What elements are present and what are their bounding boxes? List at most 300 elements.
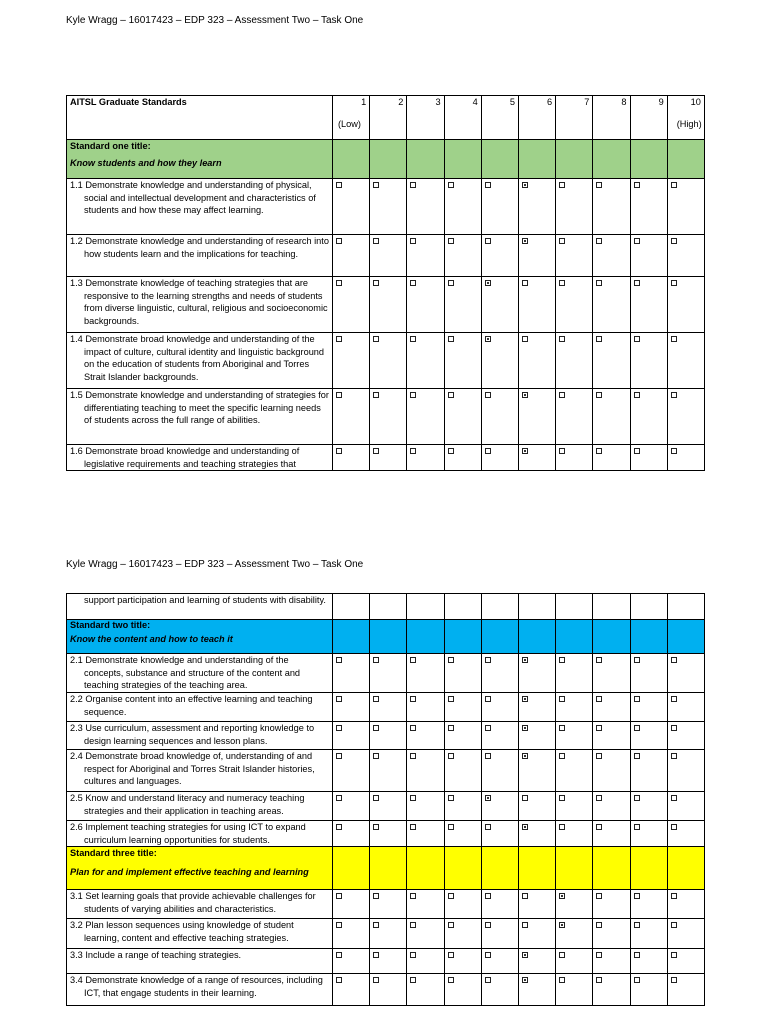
scale-8-header: 8 <box>593 96 630 140</box>
rating-cell-2 <box>370 750 407 792</box>
rating-cell-10 <box>667 693 704 722</box>
rating-cell-4 <box>444 277 481 333</box>
rating-cell-3 <box>407 179 444 235</box>
standard-item-row <box>67 974 705 1006</box>
rating-checkbox-6[interactable] <box>522 795 528 801</box>
rating-cell-4 <box>444 949 481 974</box>
rating-checkbox-7[interactable] <box>559 795 565 801</box>
standard-item-cell <box>67 654 333 693</box>
rating-cell-1 <box>333 654 370 693</box>
rating-checkbox-5[interactable] <box>485 392 491 398</box>
scale-number: 1 <box>361 97 367 107</box>
rating-checkbox-1[interactable] <box>336 238 342 244</box>
rating-cell-1 <box>333 389 370 445</box>
rating-checkbox-4[interactable] <box>448 392 454 398</box>
rating-checkbox-6[interactable] <box>522 725 528 731</box>
rating-cell-1 <box>333 919 370 949</box>
rating-checkbox-5[interactable] <box>485 795 491 801</box>
standard-item-row <box>67 179 705 235</box>
rating-checkbox-3[interactable] <box>410 336 416 342</box>
rating-cell-8 <box>593 722 630 750</box>
rating-checkbox-5[interactable] <box>485 238 491 244</box>
rating-checkbox-4[interactable] <box>448 336 454 342</box>
standard-item-text: 3.3 Include a range of teaching strategies. <box>70 950 242 961</box>
rating-checkbox-10[interactable] <box>671 753 677 759</box>
rating-checkbox-6[interactable] <box>522 238 528 244</box>
rating-checkbox-10[interactable] <box>671 977 677 983</box>
rating-cell-5 <box>481 919 518 949</box>
rating-checkbox-1[interactable] <box>336 182 342 188</box>
rating-checkbox-1[interactable] <box>336 922 342 928</box>
page-header-2: Kyle Wragg – 16017423 – EDP 323 – Assessment Two – Task One <box>66 559 364 570</box>
rating-checkbox-10[interactable] <box>671 824 677 830</box>
rating-checkbox-5[interactable] <box>485 893 491 899</box>
rating-checkbox-3[interactable] <box>410 893 416 899</box>
rating-cell-6 <box>518 750 555 792</box>
rating-checkbox-3[interactable] <box>410 977 416 983</box>
rubric-table-page-1 <box>66 95 705 471</box>
rating-cell-9 <box>630 389 667 445</box>
rating-checkbox-3[interactable] <box>410 696 416 702</box>
rating-cell-6 <box>518 693 555 722</box>
rating-checkbox-9[interactable] <box>634 336 640 342</box>
rating-checkbox-8[interactable] <box>596 922 602 928</box>
rating-checkbox-5[interactable] <box>485 725 491 731</box>
rating-checkbox-2[interactable] <box>373 657 379 663</box>
standard-item-text: 3.1 Set learning goals that provide achievable challenges for students of varying abilities and characteristics. <box>70 891 316 915</box>
rating-checkbox-10[interactable] <box>671 893 677 899</box>
rating-checkbox-4[interactable] <box>448 824 454 830</box>
rating-checkbox-2[interactable] <box>373 696 379 702</box>
rating-checkbox-1[interactable] <box>336 893 342 899</box>
standard-item-text: 2.6 Implement teaching strategies for using ICT to expand curriculum learning opportunities for students. <box>70 822 306 845</box>
rating-checkbox-4[interactable] <box>448 795 454 801</box>
rating-cell-5 <box>481 333 518 389</box>
rating-checkbox-1[interactable] <box>336 753 342 759</box>
continuation-cell <box>67 594 333 620</box>
rating-checkbox-5[interactable] <box>485 657 491 663</box>
rating-checkbox-5[interactable] <box>485 336 491 342</box>
rating-checkbox-8[interactable] <box>596 893 602 899</box>
rating-cell-7 <box>556 919 593 949</box>
standard-item-cell <box>67 821 333 847</box>
rating-cell-3 <box>407 654 444 693</box>
rating-cell-2 <box>370 722 407 750</box>
scale-3-header: 3 <box>407 96 444 140</box>
rating-checkbox-7[interactable] <box>559 392 565 398</box>
rating-cell-8 <box>593 693 630 722</box>
rating-checkbox-6[interactable] <box>522 753 528 759</box>
standard-item-cell <box>67 919 333 949</box>
rating-checkbox-4[interactable] <box>448 238 454 244</box>
rating-checkbox-10[interactable] <box>671 392 677 398</box>
rating-cell-9 <box>630 445 667 471</box>
rating-checkbox-2[interactable] <box>373 392 379 398</box>
rating-cell-2 <box>370 974 407 1006</box>
rating-cell-4 <box>444 179 481 235</box>
standard-item-row <box>67 693 705 722</box>
rating-checkbox-2[interactable] <box>373 725 379 731</box>
rating-cell-3 <box>407 890 444 919</box>
rating-cell-3 <box>407 919 444 949</box>
rating-checkbox-9[interactable] <box>634 280 640 286</box>
rating-cell-9 <box>630 277 667 333</box>
standard-item-cell <box>67 750 333 792</box>
rating-cell-2 <box>370 890 407 919</box>
rating-checkbox-7[interactable] <box>559 448 565 454</box>
rating-cell-4 <box>444 919 481 949</box>
rating-checkbox-3[interactable] <box>410 795 416 801</box>
rating-cell-2 <box>370 693 407 722</box>
rating-checkbox-5[interactable] <box>485 280 491 286</box>
rating-checkbox-7[interactable] <box>559 336 565 342</box>
rating-cell-4 <box>444 654 481 693</box>
rating-cell-8 <box>593 235 630 277</box>
standard-item-row <box>67 235 705 277</box>
standard-item-text: 2.1 Demonstrate knowledge and understanding of the concepts, substance and structure of the content and teaching strategies of the teaching area. <box>70 655 301 691</box>
rating-checkbox-3[interactable] <box>410 657 416 663</box>
rating-cell-7 <box>556 389 593 445</box>
rating-checkbox-10[interactable] <box>671 448 677 454</box>
rating-checkbox-6[interactable] <box>522 280 528 286</box>
rating-checkbox-9[interactable] <box>634 448 640 454</box>
rating-checkbox-6[interactable] <box>522 922 528 928</box>
rating-checkbox-1[interactable] <box>336 795 342 801</box>
rating-checkbox-2[interactable] <box>373 336 379 342</box>
rating-cell-10 <box>667 821 704 847</box>
rating-cell-7 <box>556 722 593 750</box>
rating-cell-8 <box>593 389 630 445</box>
rating-checkbox-7[interactable] <box>559 893 565 899</box>
rating-cell-1 <box>333 890 370 919</box>
rating-checkbox-6[interactable] <box>522 824 528 830</box>
rating-checkbox-1[interactable] <box>336 952 342 958</box>
rating-checkbox-8[interactable] <box>596 448 602 454</box>
rating-cell-8 <box>593 333 630 389</box>
rating-checkbox-5[interactable] <box>485 922 491 928</box>
rating-checkbox-10[interactable] <box>671 952 677 958</box>
rating-cell-5 <box>481 654 518 693</box>
rating-checkbox-3[interactable] <box>410 725 416 731</box>
rating-checkbox-9[interactable] <box>634 238 640 244</box>
rating-cell-7 <box>556 974 593 1006</box>
rating-checkbox-6[interactable] <box>522 893 528 899</box>
rating-cell-8 <box>593 821 630 847</box>
rating-cell-1 <box>333 974 370 1006</box>
rating-cell-9 <box>630 821 667 847</box>
standard-item-row <box>67 445 705 471</box>
rating-checkbox-8[interactable] <box>596 795 602 801</box>
rating-cell-5 <box>481 235 518 277</box>
rating-checkbox-9[interactable] <box>634 392 640 398</box>
rating-cell-2 <box>370 333 407 389</box>
rating-checkbox-3[interactable] <box>410 238 416 244</box>
standard-item-cell <box>67 974 333 1006</box>
rating-cell-5 <box>481 722 518 750</box>
rating-checkbox-2[interactable] <box>373 182 379 188</box>
rating-checkbox-7[interactable] <box>559 238 565 244</box>
rating-checkbox-7[interactable] <box>559 696 565 702</box>
rating-checkbox-3[interactable] <box>410 753 416 759</box>
rating-cell-7 <box>556 277 593 333</box>
rating-cell-4 <box>444 235 481 277</box>
rating-checkbox-3[interactable] <box>410 448 416 454</box>
rating-cell-1 <box>333 722 370 750</box>
rating-cell-2 <box>370 389 407 445</box>
rating-checkbox-2[interactable] <box>373 795 379 801</box>
rating-checkbox-6[interactable] <box>522 696 528 702</box>
rating-checkbox-5[interactable] <box>485 696 491 702</box>
rating-checkbox-9[interactable] <box>634 952 640 958</box>
standard-item-text: 1.6 Demonstrate broad knowledge and understanding of legislative requirements and teaching strategies that <box>70 446 300 469</box>
rating-checkbox-7[interactable] <box>559 952 565 958</box>
rating-checkbox-2[interactable] <box>373 753 379 759</box>
rating-checkbox-10[interactable] <box>671 238 677 244</box>
rating-checkbox-8[interactable] <box>596 952 602 958</box>
rating-checkbox-7[interactable] <box>559 725 565 731</box>
rating-checkbox-4[interactable] <box>448 893 454 899</box>
rating-checkbox-5[interactable] <box>485 952 491 958</box>
rating-checkbox-8[interactable] <box>596 182 602 188</box>
rating-checkbox-1[interactable] <box>336 977 342 983</box>
rating-checkbox-8[interactable] <box>596 753 602 759</box>
rating-cell-10 <box>667 974 704 1006</box>
rating-checkbox-4[interactable] <box>448 448 454 454</box>
rating-cell-8 <box>593 750 630 792</box>
rating-checkbox-9[interactable] <box>634 696 640 702</box>
rating-checkbox-4[interactable] <box>448 696 454 702</box>
continuation-row <box>67 594 705 620</box>
rating-checkbox-3[interactable] <box>410 280 416 286</box>
rating-checkbox-8[interactable] <box>596 657 602 663</box>
rating-cell-10 <box>667 722 704 750</box>
standard-item-text: 1.4 Demonstrate broad knowledge and understanding of the impact of culture, cultural identity and linguistic background on the education of students from Aboriginal and Torres Strait Islander backgrounds. <box>70 334 325 383</box>
rating-checkbox-6[interactable] <box>522 977 528 983</box>
standard-item-cell <box>67 389 333 445</box>
rating-checkbox-4[interactable] <box>448 952 454 958</box>
rating-checkbox-6[interactable] <box>522 336 528 342</box>
rating-checkbox-8[interactable] <box>596 725 602 731</box>
rating-cell-9 <box>630 693 667 722</box>
standard-item-row <box>67 890 705 919</box>
rating-checkbox-8[interactable] <box>596 280 602 286</box>
rating-cell-5 <box>481 974 518 1006</box>
rating-checkbox-2[interactable] <box>373 448 379 454</box>
standard-item-text: 3.4 Demonstrate knowledge of a range of resources, including ICT, that engage students in their learning. <box>70 975 323 999</box>
rating-checkbox-9[interactable] <box>634 753 640 759</box>
rating-cell-9 <box>630 179 667 235</box>
rating-cell-6 <box>518 722 555 750</box>
rating-cell-2 <box>370 949 407 974</box>
rating-checkbox-9[interactable] <box>634 182 640 188</box>
rating-checkbox-8[interactable] <box>596 238 602 244</box>
rating-checkbox-2[interactable] <box>373 280 379 286</box>
rating-checkbox-2[interactable] <box>373 952 379 958</box>
rating-cell-5 <box>481 949 518 974</box>
rating-checkbox-9[interactable] <box>634 795 640 801</box>
standard-item-text: 1.5 Demonstrate knowledge and understanding of strategies for differentiating teaching to meet the specific learning needs of students across the full range of abilities. <box>70 390 329 426</box>
rating-cell-3 <box>407 235 444 277</box>
rating-cell-6 <box>518 235 555 277</box>
rating-checkbox-3[interactable] <box>410 922 416 928</box>
standard-item-text: 1.1 Demonstrate knowledge and understanding of physical, social and intellectual development and characteristics of students and how these may affect learning. <box>70 180 316 216</box>
rating-cell-10 <box>667 750 704 792</box>
rating-checkbox-10[interactable] <box>671 657 677 663</box>
rating-checkbox-1[interactable] <box>336 824 342 830</box>
rating-checkbox-1[interactable] <box>336 448 342 454</box>
rating-cell-5 <box>481 445 518 471</box>
rating-cell-1 <box>333 333 370 389</box>
rating-checkbox-1[interactable] <box>336 392 342 398</box>
rating-checkbox-7[interactable] <box>559 922 565 928</box>
rating-checkbox-6[interactable] <box>522 952 528 958</box>
standard-three-name: Plan for and implement effective teaching and learning <box>70 867 309 878</box>
rating-checkbox-9[interactable] <box>634 725 640 731</box>
rating-checkbox-5[interactable] <box>485 824 491 830</box>
rating-checkbox-2[interactable] <box>373 238 379 244</box>
rating-cell-8 <box>593 654 630 693</box>
rating-checkbox-10[interactable] <box>671 696 677 702</box>
rating-checkbox-9[interactable] <box>634 657 640 663</box>
rating-checkbox-6[interactable] <box>522 182 528 188</box>
rating-checkbox-5[interactable] <box>485 182 491 188</box>
rating-checkbox-7[interactable] <box>559 824 565 830</box>
rating-cell-3 <box>407 750 444 792</box>
standard-item-row <box>67 949 705 974</box>
rating-checkbox-2[interactable] <box>373 824 379 830</box>
rating-checkbox-10[interactable] <box>671 922 677 928</box>
rating-checkbox-3[interactable] <box>410 952 416 958</box>
rating-cell-4 <box>444 974 481 1006</box>
rating-checkbox-7[interactable] <box>559 977 565 983</box>
low-label: (Low) <box>338 118 361 129</box>
rating-cell-4 <box>444 750 481 792</box>
rating-cell-3 <box>407 821 444 847</box>
rating-checkbox-4[interactable] <box>448 922 454 928</box>
rating-cell-7 <box>556 693 593 722</box>
rating-checkbox-1[interactable] <box>336 725 342 731</box>
rating-checkbox-2[interactable] <box>373 977 379 983</box>
rating-checkbox-5[interactable] <box>485 753 491 759</box>
rating-checkbox-3[interactable] <box>410 182 416 188</box>
rating-checkbox-7[interactable] <box>559 182 565 188</box>
rating-cell-3 <box>407 389 444 445</box>
rating-cell-3 <box>407 333 444 389</box>
rating-cell-3 <box>407 974 444 1006</box>
rating-cell-9 <box>630 333 667 389</box>
rating-cell-8 <box>593 974 630 1006</box>
rating-checkbox-10[interactable] <box>671 280 677 286</box>
rating-cell-6 <box>518 974 555 1006</box>
rating-checkbox-7[interactable] <box>559 657 565 663</box>
rating-cell-1 <box>333 792 370 821</box>
rating-checkbox-9[interactable] <box>634 893 640 899</box>
page-header-1: Kyle Wragg – 16017423 – EDP 323 – Assessment Two – Task One <box>66 15 364 26</box>
rating-cell-10 <box>667 654 704 693</box>
rating-checkbox-6[interactable] <box>522 392 528 398</box>
standard-item-cell <box>67 445 333 471</box>
standard-item-text: 2.4 Demonstrate broad knowledge of, understanding of and respect for Aboriginal and Torres Strait Islander histories, cultures and languages. <box>70 751 315 787</box>
rating-cell-4 <box>444 821 481 847</box>
rating-checkbox-6[interactable] <box>522 448 528 454</box>
rating-checkbox-1[interactable] <box>336 696 342 702</box>
rating-checkbox-3[interactable] <box>410 824 416 830</box>
rating-cell-2 <box>370 235 407 277</box>
standard-one-label: Standard one title: <box>70 141 151 151</box>
rating-cell-10 <box>667 333 704 389</box>
standard-item-row <box>67 750 705 792</box>
standard-item-row <box>67 722 705 750</box>
rating-cell-8 <box>593 445 630 471</box>
rating-cell-5 <box>481 179 518 235</box>
rating-cell-10 <box>667 919 704 949</box>
rating-cell-6 <box>518 919 555 949</box>
rating-checkbox-2[interactable] <box>373 922 379 928</box>
rating-checkbox-7[interactable] <box>559 753 565 759</box>
rating-checkbox-10[interactable] <box>671 795 677 801</box>
rating-checkbox-4[interactable] <box>448 182 454 188</box>
rating-cell-9 <box>630 974 667 1006</box>
rating-checkbox-7[interactable] <box>559 280 565 286</box>
rating-checkbox-9[interactable] <box>634 977 640 983</box>
rating-checkbox-8[interactable] <box>596 824 602 830</box>
rating-checkbox-8[interactable] <box>596 336 602 342</box>
rating-checkbox-1[interactable] <box>336 657 342 663</box>
rating-cell-4 <box>444 389 481 445</box>
rating-checkbox-8[interactable] <box>596 696 602 702</box>
rating-checkbox-1[interactable] <box>336 280 342 286</box>
rating-cell-5 <box>481 693 518 722</box>
standard-item-row <box>67 919 705 949</box>
rating-checkbox-2[interactable] <box>373 893 379 899</box>
standard-item-text: 1.3 Demonstrate knowledge of teaching strategies that are responsive to the learning strengths and needs of students from diverse linguistic, cultural, religious and socioeconomic backgrounds. <box>70 278 328 327</box>
rating-cell-10 <box>667 179 704 235</box>
rating-checkbox-4[interactable] <box>448 725 454 731</box>
rubric-table-page-2 <box>66 593 705 1006</box>
rating-cell-7 <box>556 235 593 277</box>
rating-checkbox-4[interactable] <box>448 280 454 286</box>
rating-checkbox-4[interactable] <box>448 657 454 663</box>
high-label: (High) <box>676 118 702 129</box>
rating-checkbox-1[interactable] <box>336 336 342 342</box>
rating-cell-1 <box>333 277 370 333</box>
rating-checkbox-5[interactable] <box>485 448 491 454</box>
rating-checkbox-5[interactable] <box>485 977 491 983</box>
rating-checkbox-3[interactable] <box>410 392 416 398</box>
scale-10-header <box>667 96 704 140</box>
rating-cell-10 <box>667 277 704 333</box>
rating-checkbox-9[interactable] <box>634 824 640 830</box>
standard-item-cell <box>67 890 333 919</box>
rating-checkbox-10[interactable] <box>671 725 677 731</box>
rating-cell-8 <box>593 919 630 949</box>
rating-checkbox-8[interactable] <box>596 392 602 398</box>
rating-cell-4 <box>444 445 481 471</box>
rating-cell-6 <box>518 890 555 919</box>
rating-checkbox-4[interactable] <box>448 753 454 759</box>
rating-checkbox-10[interactable] <box>671 336 677 342</box>
rating-checkbox-4[interactable] <box>448 977 454 983</box>
rating-checkbox-8[interactable] <box>596 977 602 983</box>
rating-checkbox-10[interactable] <box>671 182 677 188</box>
standard-item-cell <box>67 722 333 750</box>
rating-checkbox-6[interactable] <box>522 657 528 663</box>
rating-cell-6 <box>518 821 555 847</box>
rating-cell-6 <box>518 445 555 471</box>
rating-cell-6 <box>518 654 555 693</box>
rating-checkbox-9[interactable] <box>634 922 640 928</box>
scale-2-header: 2 <box>370 96 407 140</box>
